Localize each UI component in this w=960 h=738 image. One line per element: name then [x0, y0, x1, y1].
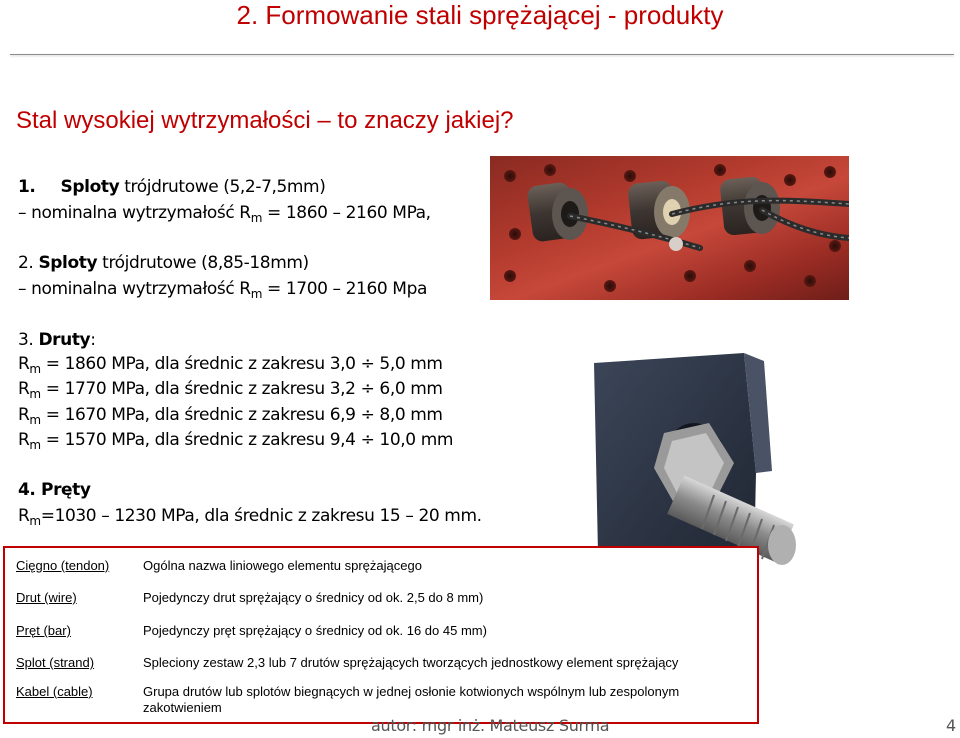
strand-anchor-photo: [490, 156, 849, 300]
item-4-strength: $R_m=1030 - 1230$ MPa, dla średnic z zakresu 15 – 20 mm.: [18, 506, 482, 528]
definitions-table: [3, 546, 759, 724]
item-2-heading: 2. Sploty trójdrutowe (8,85-18mm): [18, 253, 309, 273]
item-1-heading: 1. Sploty trójdrutowe (5,2-7,5mm): [18, 177, 326, 197]
table-term: Kabel (cable): [16, 684, 93, 699]
footer-author: autor: mgr inż. Mateusz Surma: [371, 716, 610, 735]
table-term: Pręt (bar): [16, 623, 71, 638]
table-definition: Ogólna nazwa liniowego elementu sprężającego: [143, 558, 422, 573]
title-divider: [10, 54, 954, 55]
item-3-line-3: $R_m = 1670$ MPa, dla średnic z zakresu 6,9 ÷ 8,0 mm: [18, 405, 443, 427]
item-1-strength: – nominalna wytrzymałość $R_m = 1860 - 2160$ MPa,: [18, 203, 431, 225]
slide-title: 2. Formowanie stali sprężającej - produkty: [236, 0, 724, 30]
item-3-line-4: $R_m = 1570$ MPa, dla średnic z zakresu 9,4 ÷ 10,0 mm: [18, 430, 454, 452]
item-3-line-1: $R_m = 1860$ MPa, dla średnic z zakresu 3,0 ÷ 5,0 mm: [18, 354, 443, 376]
item-4-heading: 4. Pręty: [18, 480, 91, 500]
item-3-line-2: $R_m = 1770$ MPa, dla średnic z zakresu 3,2 ÷ 6,0 mm: [18, 379, 443, 401]
bar-anchor-photo: [594, 353, 806, 567]
table-definition: Spleciony zestaw 2,3 lub 7 drutów sprężających tworzących jednostkowy element sprężający: [143, 655, 679, 670]
table-term: Splot (strand): [16, 655, 95, 670]
table-definition: Pojedynczy drut sprężający o średnicy od ok. 2,5 do 8 mm): [143, 590, 484, 605]
table-term: Drut (wire): [16, 590, 77, 605]
table-definition: Grupa drutów lub splotów biegnących w jednej osłonie kotwionych wspólnym lub zespolonym zakotwieniem: [143, 684, 680, 715]
table-term: Cięgno (tendon): [16, 558, 110, 573]
item-2-strength: – nominalna wytrzymałość $R_m = 1700 - 2160$ Mpa: [18, 279, 427, 301]
table-definition: Pojedynczy pręt sprężający o średnicy od ok. 16 do 45 mm): [143, 623, 487, 638]
slide-subtitle: Stal wysokiej wytrzymałości – to znaczy jakiej?: [16, 107, 514, 134]
page-number: 4: [946, 716, 957, 735]
item-3-heading: 3. Druty:: [18, 330, 96, 350]
